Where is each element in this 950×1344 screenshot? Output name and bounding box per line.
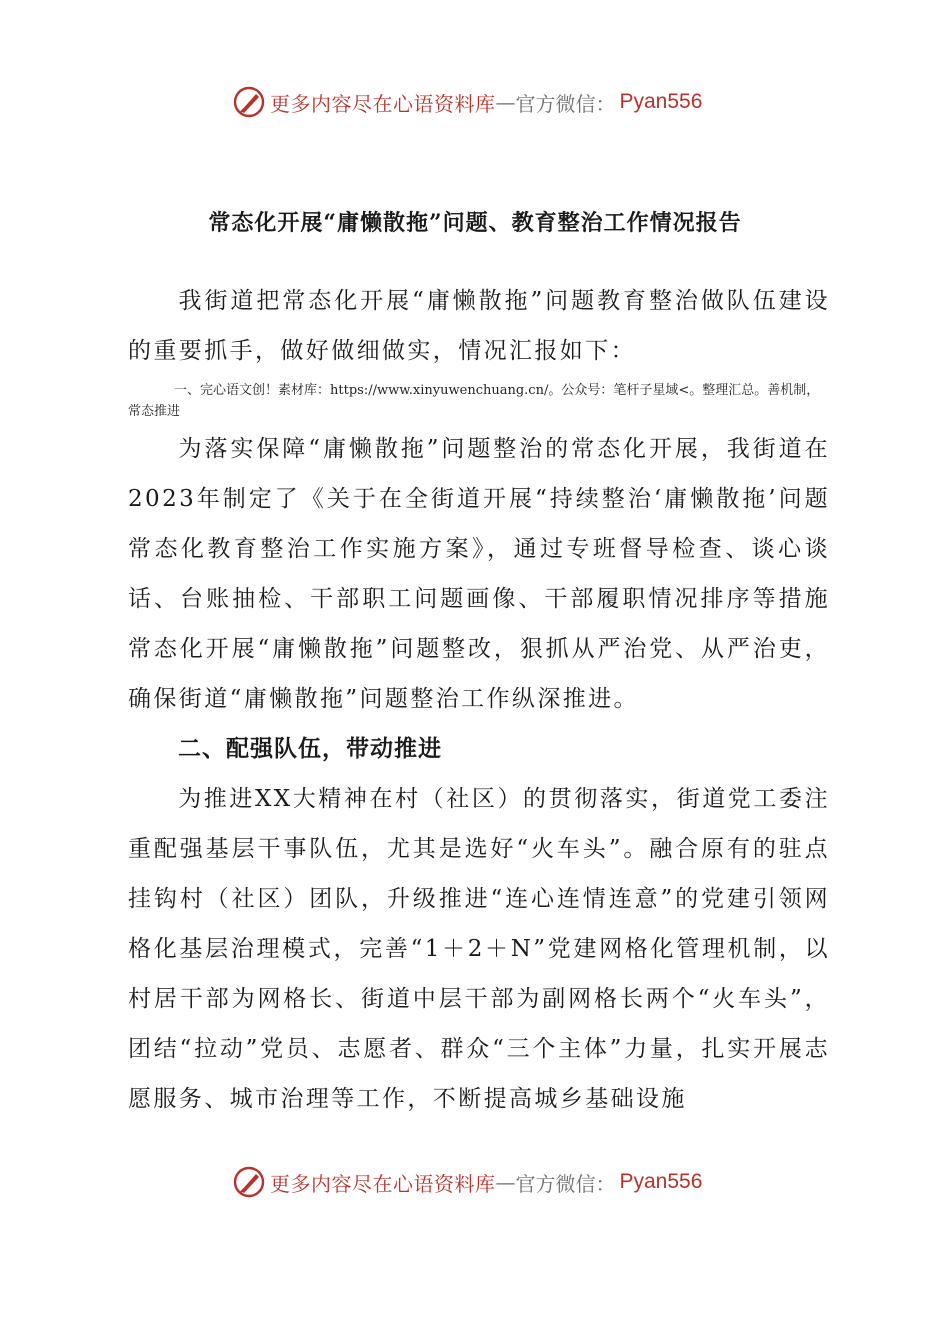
watermark-brand: 更多内容尽在心语资料库 — [270, 91, 496, 116]
watermark-wechat-id: Pyan556 — [619, 90, 703, 113]
document-title: 常态化开展“庸懒散拖”问题、教育整治工作情况报告 — [208, 210, 742, 236]
header-watermark — [232, 82, 702, 122]
document-body — [128, 276, 830, 1124]
footer-watermark — [232, 1162, 702, 1202]
section2-paragraph: 为推进XX大精神在村（社区）的贯彻落实，街道党工委注重配强基层干事队伍，尤其是选好“火车头”。融合原有的驻点挂钩村（社区）团队，升级推进“连心连情连意”的党建引领网格化基层治理模式，完善“1＋2＋N”党建网格化管理机制，以村居干部为网格长、街道中层干部为副网格长两个“火车头”，团结“拉动”党员、志愿者、群众“三个主体”力量，扎实开展志愿服务、城市治理等工作，不断提高城乡基础设施 — [128, 786, 830, 1112]
watermark-brand: 更多内容尽在心语资料库 — [270, 1171, 496, 1196]
intro-paragraph: 我街道把常态化开展“庸懒散拖”问题教育整治做队伍建设的重要抓手，做好做细做实，情况汇报如下： — [128, 288, 830, 364]
quill-pen-icon — [232, 85, 266, 119]
section1-paragraph: 为落实保障“庸懒散拖”问题整治的常态化开展，我街道在2023年制定了《关于在全街道开展“持续整治‘庸懒散拖’问题常态化教育整治工作实施方案》，通过专班督导检查、谈心谈话、台账抽检、干部职工问题画像、干部履职情况排序等措施常态化开展“庸懒散拖”问题整改，狠抓从严治党、从严治吏，确保街道“庸懒散拖”问题整治工作纵深推进。 — [128, 436, 830, 712]
section1-heading-line: 一、完心语文创！素材库：https://www.xinyuwenchuang.cn/。公众号：笔杆子星域<。整理汇总。善机制，常态推进 — [128, 383, 820, 419]
watermark-wechat-label: 官方微信： — [515, 91, 616, 116]
watermark-wechat-id: Pyan556 — [619, 1170, 703, 1193]
watermark-wechat-label: 官方微信： — [515, 1171, 616, 1196]
watermark-separator: — — [495, 90, 516, 114]
section2-heading: 二、配强队伍，带动推进 — [178, 735, 442, 762]
watermark-separator: — — [495, 1170, 516, 1194]
quill-pen-icon — [232, 1165, 266, 1199]
